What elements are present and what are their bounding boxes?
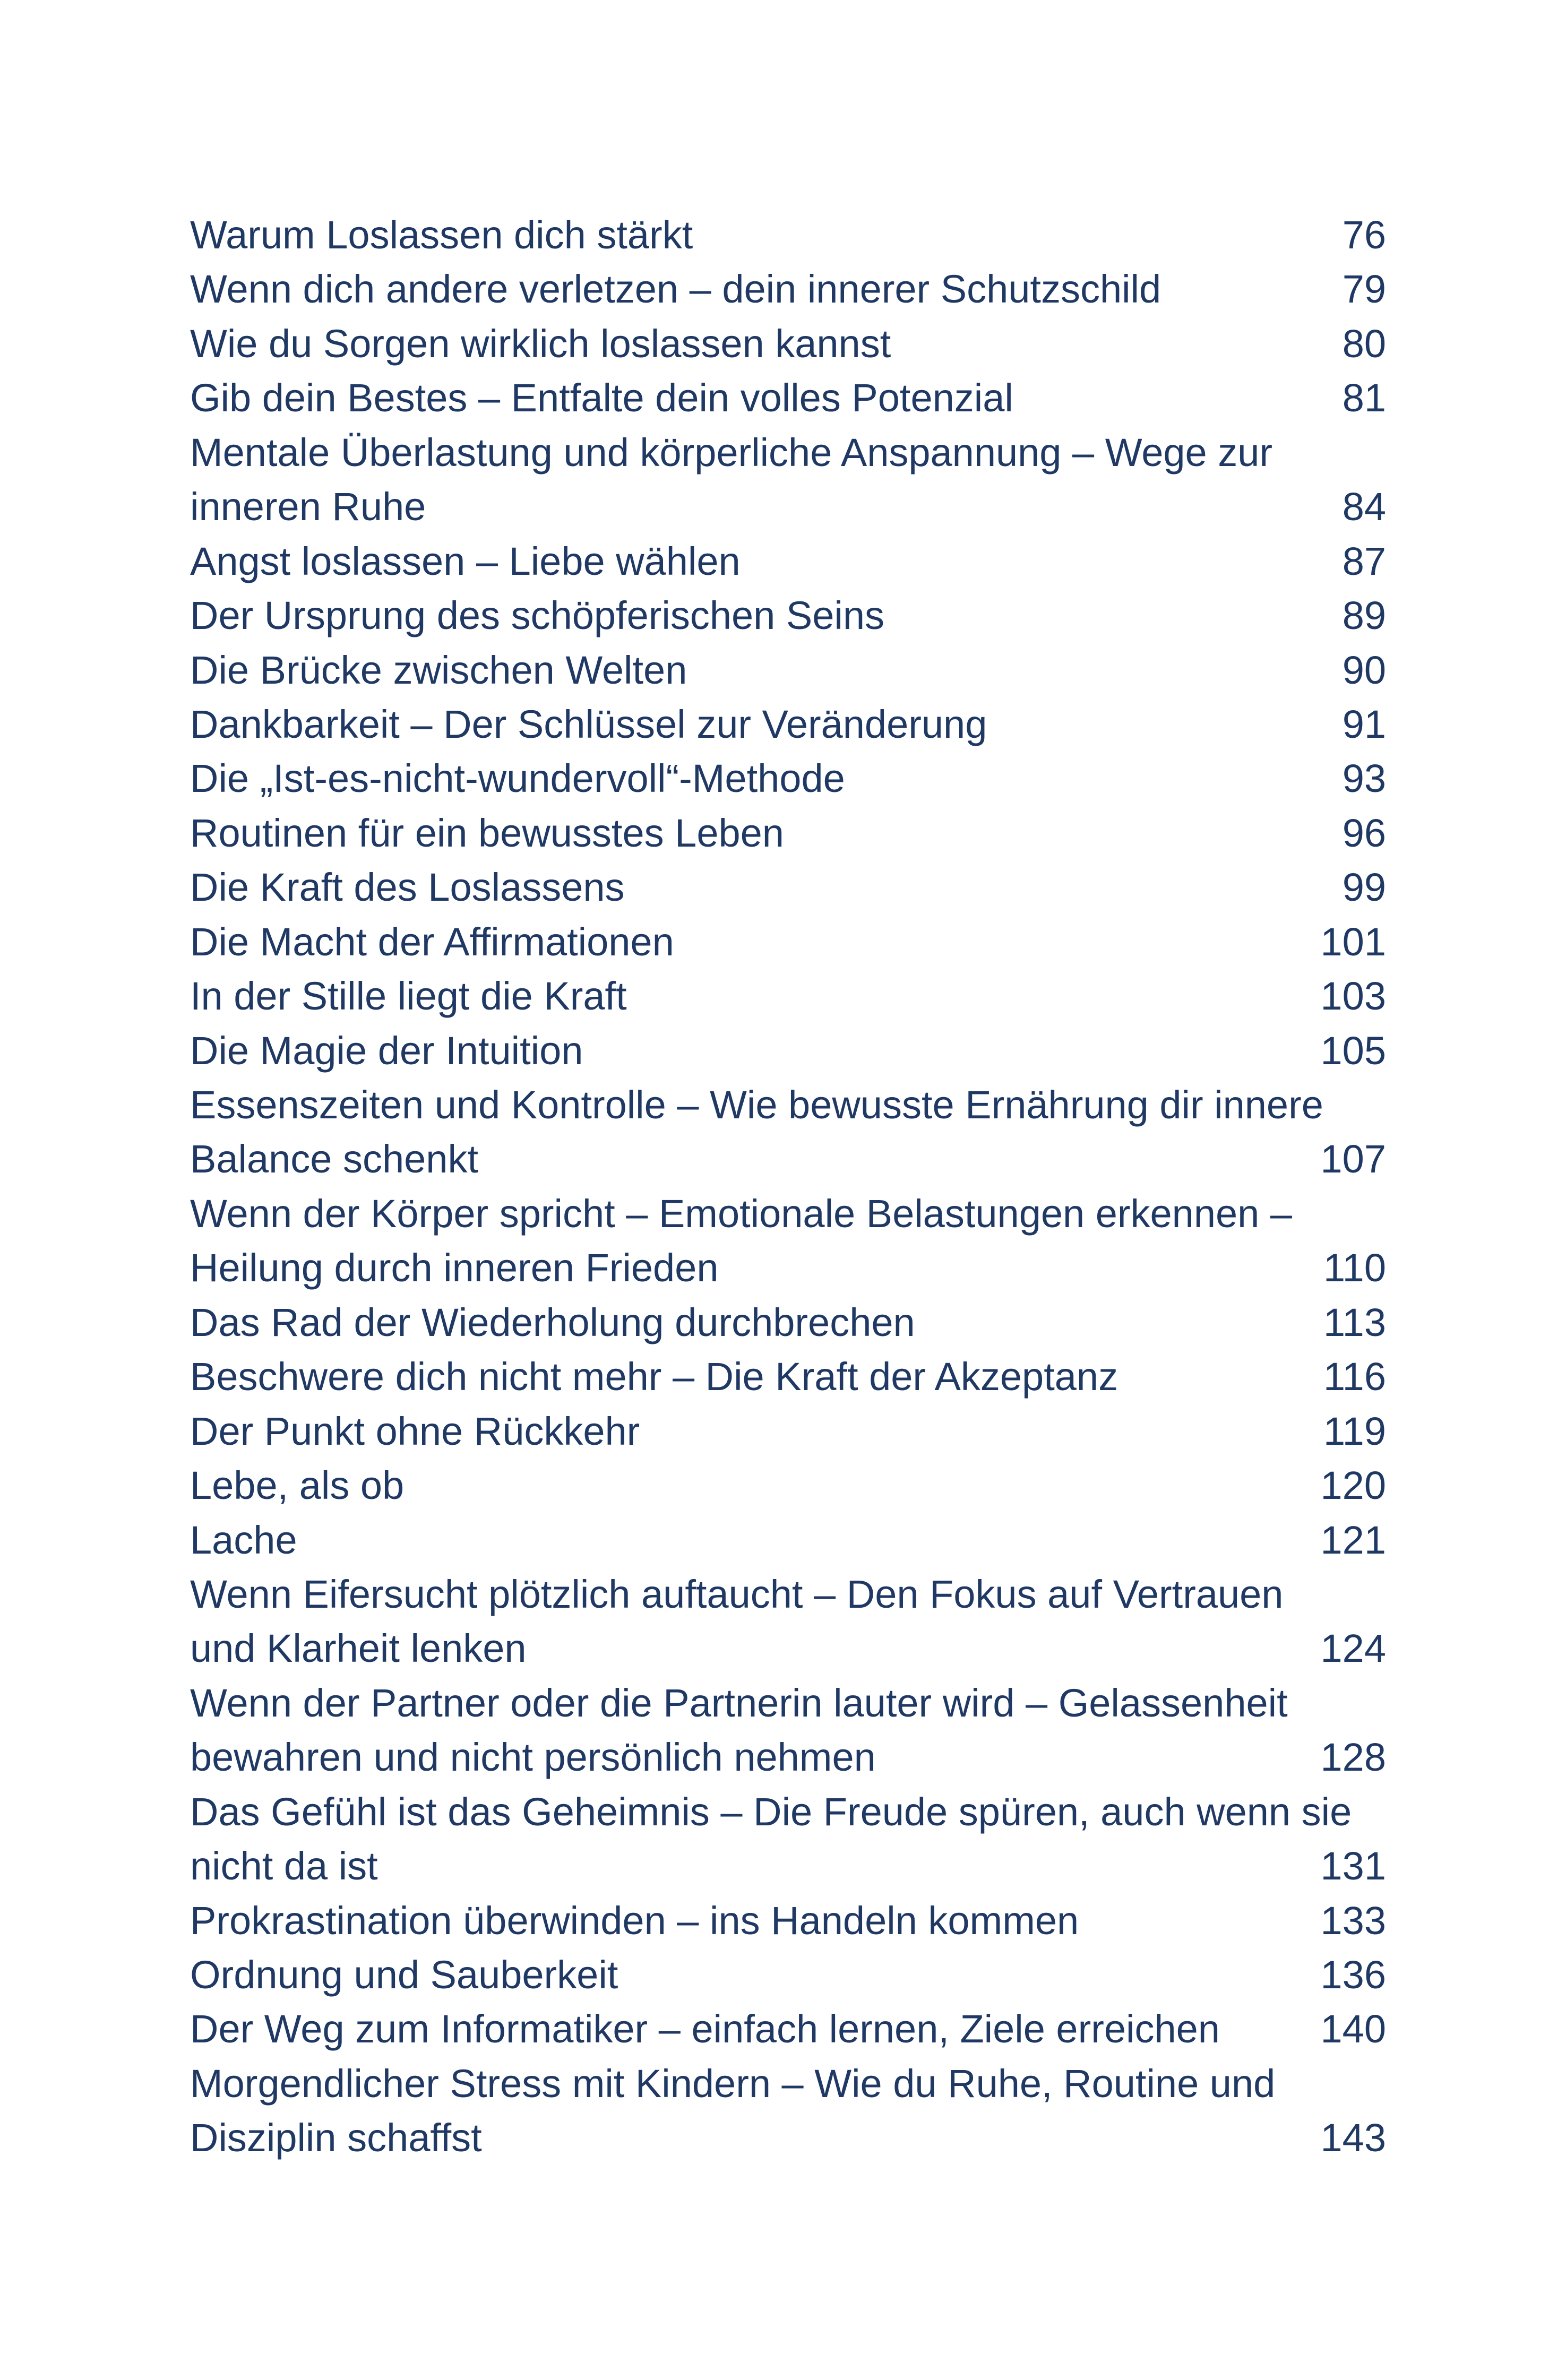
toc-entry-page-number: 140 [1320, 2007, 1386, 2051]
toc-entry-title: Die Magie der Intuition [190, 1028, 583, 1073]
toc-entry-title: Die „Ist-es-nicht-wundervoll“-Methode [190, 756, 845, 801]
toc-entry-title: Das Gefühl ist das Geheimnis – Die Freude spüren, auch wenn sie [190, 1789, 1352, 1834]
toc-entry-page-number: 105 [1320, 1028, 1386, 1073]
toc-entry-title: Der Punkt ohne Rückkehr [190, 1409, 640, 1453]
toc-entry-page-number: 107 [1320, 1137, 1386, 1182]
toc-entry-page-number: 101 [1320, 919, 1386, 964]
toc-entry-line [190, 426, 1386, 480]
toc-entry [190, 1350, 1386, 1404]
toc-entry-line [190, 806, 1386, 860]
toc-entry [190, 1187, 1386, 1296]
toc-entry-title: Beschwere dich nicht mehr – Die Kraft der Akzeptanz [190, 1355, 1118, 1399]
toc-entry-title: Wenn der Partner oder die Partnerin lauter wird – Gelassenheit [190, 1680, 1288, 1725]
toc-entry-line [190, 1839, 1386, 1893]
toc-entry [190, 969, 1386, 1023]
toc-entry-page-number: 103 [1320, 974, 1386, 1019]
toc-entry [190, 534, 1386, 589]
toc-entry-title: Die Brücke zwischen Welten [190, 648, 687, 692]
toc-entry-page-number: 84 [1342, 485, 1386, 529]
toc-entry-page-number: 128 [1320, 1735, 1386, 1780]
toc-entry-line [190, 1948, 1386, 2002]
toc-entry-title: Wie du Sorgen wirklich loslassen kannst [190, 321, 891, 366]
toc-entry-page-number: 131 [1320, 1844, 1386, 1889]
toc-entry [190, 1948, 1386, 2002]
toc-entry-line [190, 860, 1386, 915]
toc-entry-page-number: 89 [1342, 593, 1386, 638]
toc-entry-line [190, 2002, 1386, 2056]
toc-entry-title: Balance schenkt [190, 1137, 479, 1182]
toc-entry-title: Heilung durch inneren Frieden [190, 1246, 719, 1290]
toc-entry-title: Mentale Überlastung und körperliche Anspannung – Wege zur [190, 430, 1273, 475]
toc-entry-line [190, 1676, 1386, 1730]
toc-entry-line [190, 1132, 1386, 1186]
toc-entry-line [190, 643, 1386, 697]
toc-entry [190, 1785, 1386, 1894]
toc-entry [190, 915, 1386, 969]
toc-entry [190, 2002, 1386, 2056]
toc-entry-line [190, 2057, 1386, 2111]
toc-entry-title: Warum Loslassen dich stärkt [190, 213, 693, 257]
toc-entry-title: Prokrastination überwinden – ins Handeln kommen [190, 1898, 1079, 1943]
toc-entry [190, 1078, 1386, 1187]
toc-entry [190, 317, 1386, 371]
toc-entry-line [190, 1241, 1386, 1295]
toc-entry-page-number: 80 [1342, 321, 1386, 366]
toc-entry [190, 1894, 1386, 1948]
toc-entry-page-number: 99 [1342, 865, 1386, 910]
toc-entry [190, 806, 1386, 860]
toc-entry-line [190, 915, 1386, 969]
toc-entry-page-number: 90 [1342, 648, 1386, 692]
toc-entry-line [190, 1024, 1386, 1078]
toc-entry-page-number: 91 [1342, 702, 1386, 746]
toc-entry-title: Ordnung und Sauberkeit [190, 1953, 618, 1997]
toc-entry-line [190, 1567, 1386, 1622]
toc-entry-title: Lache [190, 1517, 297, 1562]
toc-entry [190, 697, 1386, 752]
toc-entry-title: Wenn Eifersucht plötzlich auftaucht – Den Fokus auf Vertrauen [190, 1572, 1284, 1616]
toc-entry-page-number: 76 [1342, 213, 1386, 257]
toc-entry-line [190, 317, 1386, 371]
toc-entry-line [190, 2111, 1386, 2165]
toc-entry-page-number: 110 [1323, 1246, 1386, 1290]
toc-entry [190, 262, 1386, 316]
toc-entry-title: Dankbarkeit – Der Schlüssel zur Veränderung [190, 702, 987, 746]
toc-entry-title: Essenszeiten und Kontrolle – Wie bewusste Ernährung dir innere [190, 1083, 1323, 1127]
toc-entry-line [190, 1078, 1386, 1132]
toc-entry-title: Das Rad der Wiederholung durchbrechen [190, 1300, 915, 1344]
toc-entry [190, 208, 1386, 262]
toc-entry [190, 2057, 1386, 2166]
toc-entry-line [190, 589, 1386, 643]
toc-entry-line [190, 1894, 1386, 1948]
toc-entry-page-number: 93 [1342, 756, 1386, 801]
toc-entry-line [190, 208, 1386, 262]
toc-entry [190, 426, 1386, 534]
toc-entry-line [190, 1730, 1386, 1784]
toc-entry-title: Lebe, als ob [190, 1463, 405, 1508]
toc-entry-line [190, 1513, 1386, 1567]
toc-entry-line [190, 697, 1386, 752]
toc-entry [190, 643, 1386, 697]
toc-entry [190, 371, 1386, 425]
toc-entry-page-number: 87 [1342, 539, 1386, 583]
toc-entry-title: Die Kraft des Loslassens [190, 865, 625, 910]
toc-entry-page-number: 96 [1342, 810, 1386, 855]
toc-entry-page-number: 143 [1320, 2116, 1386, 2160]
toc-entry-title: Der Ursprung des schöpferischen Seins [190, 593, 884, 638]
toc-entry-title: In der Stille liegt die Kraft [190, 974, 627, 1019]
toc-entry-title: nicht da ist [190, 1844, 378, 1889]
toc-entry-page-number: 121 [1320, 1517, 1386, 1562]
toc-entry [190, 1567, 1386, 1676]
toc-entry-title: Wenn der Körper spricht – Emotionale Belastungen erkennen – [190, 1191, 1293, 1236]
toc-entry-line [190, 1459, 1386, 1513]
toc-entry-title: Routinen für ein bewusstes Leben [190, 810, 784, 855]
toc-entry-page-number: 81 [1342, 376, 1386, 420]
toc-entry-line [190, 1404, 1386, 1459]
toc-entry-line [190, 371, 1386, 425]
toc-entry-title: Morgendlicher Stress mit Kindern – Wie du Ruhe, Routine und [190, 2061, 1276, 2106]
table-of-contents [190, 208, 1386, 2166]
toc-entry-title: inneren Ruhe [190, 485, 426, 529]
toc-entry-line [190, 1187, 1386, 1241]
toc-entry-page-number: 113 [1323, 1300, 1386, 1344]
toc-entry-title: Der Weg zum Informatiker – einfach lernen, Ziele erreichen [190, 2007, 1220, 2051]
toc-entry [190, 1676, 1386, 1785]
toc-entry [190, 860, 1386, 915]
toc-entry-line [190, 480, 1386, 534]
toc-entry-line [190, 752, 1386, 806]
toc-entry-title: Die Macht der Affirmationen [190, 919, 674, 964]
toc-entry [190, 752, 1386, 806]
toc-entry-title: bewahren und nicht persönlich nehmen [190, 1735, 876, 1780]
toc-entry-line [190, 1350, 1386, 1404]
toc-entry-page-number: 119 [1323, 1409, 1386, 1453]
toc-entry [190, 1296, 1386, 1350]
toc-entry-title: Disziplin schaffst [190, 2116, 482, 2160]
toc-entry-page-number: 136 [1320, 1953, 1386, 1997]
toc-entry-page-number: 79 [1342, 267, 1386, 312]
toc-entry-title: Gib dein Bestes – Entfalte dein volles Potenzial [190, 376, 1013, 420]
toc-entry-line [190, 1296, 1386, 1350]
toc-entry-line [190, 1622, 1386, 1676]
toc-entry-line [190, 1785, 1386, 1839]
toc-entry [190, 1404, 1386, 1459]
toc-entry-title: Angst loslassen – Liebe wählen [190, 539, 741, 583]
toc-entry-title: Wenn dich andere verletzen – dein innerer Schutzschild [190, 267, 1161, 312]
toc-entry [190, 1459, 1386, 1513]
toc-entry-page-number: 116 [1323, 1355, 1386, 1399]
toc-entry [190, 1024, 1386, 1078]
toc-entry-line [190, 262, 1386, 316]
toc-entry-line [190, 534, 1386, 589]
toc-entry [190, 1513, 1386, 1567]
toc-entry-line [190, 969, 1386, 1023]
toc-entry-page-number: 133 [1320, 1898, 1386, 1943]
toc-entry-title: und Klarheit lenken [190, 1626, 527, 1671]
toc-entry-page-number: 124 [1320, 1626, 1386, 1671]
toc-entry-page-number: 120 [1320, 1463, 1386, 1508]
toc-entry [190, 589, 1386, 643]
